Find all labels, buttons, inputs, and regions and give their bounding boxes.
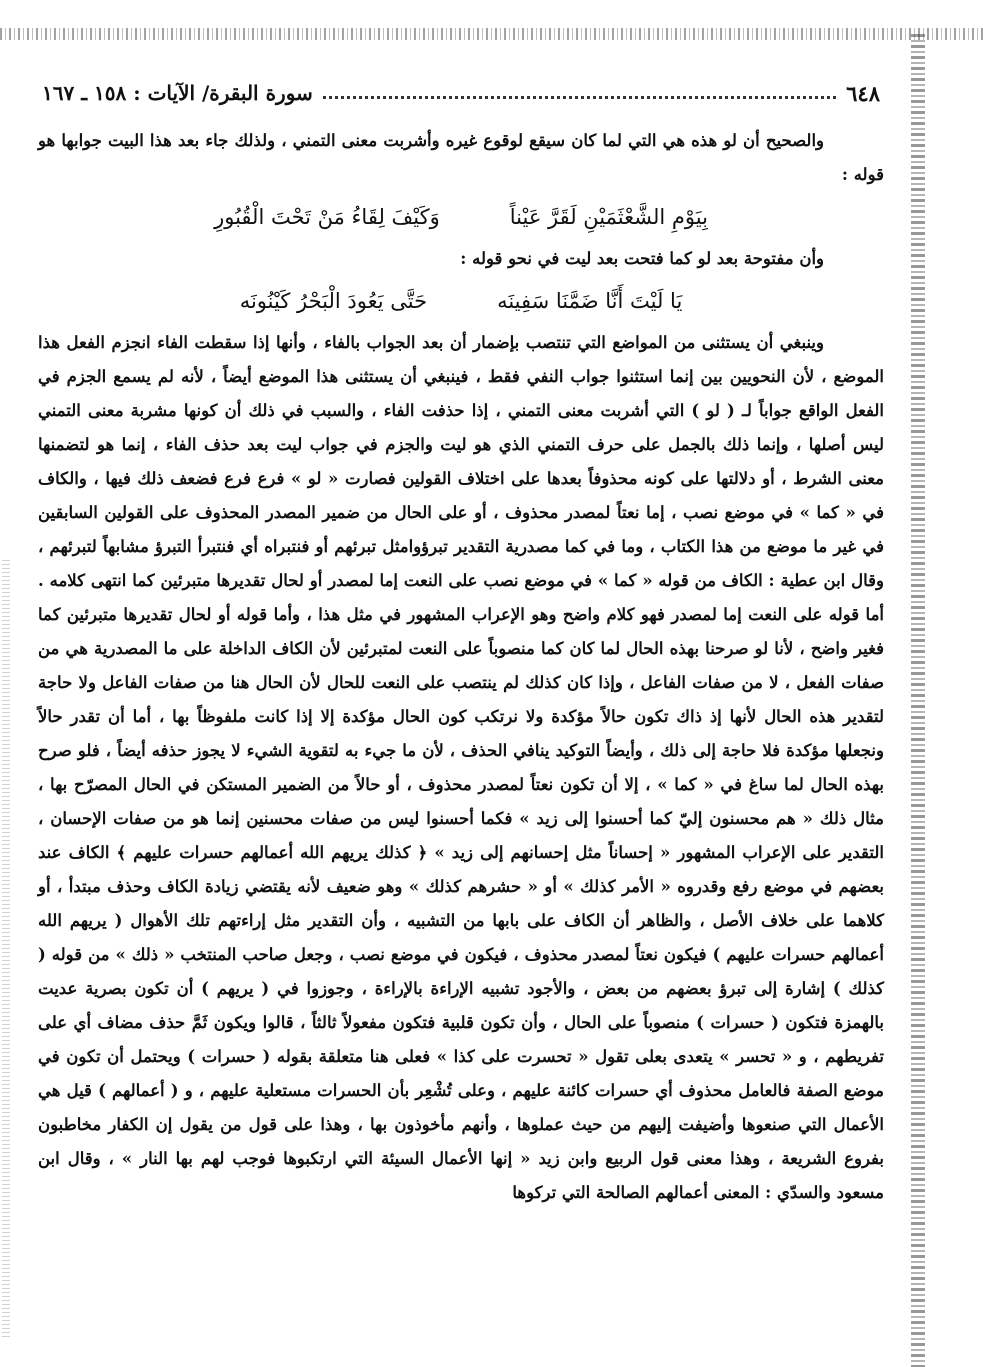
paragraph-main: وينبغي أن يستثنى من المواضع التي تنتصب بإضمار أن بعد الجواب بالفاء ، وأنها إذا سقطت الفاء انجزم الفعل هذا الموضع ، لأن النحويين بين إنما استثنوا جواب النفي فقط ، فينبغي أن يستثنى هذا الموضع أيضاً ، لأنه لم يسمع الجزم في الفعل الواقع جواباً لـ ( لو ) التي أشربت معنى التمني ، إذا حذفت الفاء ، والسبب في ذلك أن كونها مشربة معنى التمني ليس أصلها ، وإنما ذلك بالجمل على حرف التمني الذي هو ليت والجزم في جواب ليت بعد حذف الفاء ، إنما هو لتضمنها معنى الشرط ، أو دلالتها على كونه محذوفاً بعدها على اختلاف القولين فصارت « لو » فرع فرع فضعف ذلك فيها ، والكاف في « كما » في موضع نصب ، إما نعتاً لمصدر محذوف ، أو على الحال من ضمير المصدر المحذوف على القولين السابقين في غير ما موضع من هذا الكتاب ، وما في كما مصدرية التقدير تبرؤوامثل تبرئهم أو فنتبراه أي فنتبرأ التبرؤ مشابهاً لتبرئهم ، وقال ابن عطية : الكاف من قوله « كما » في موضع نصب على النعت إما لمصدر أو لحال تقديرها متبرئين كما انتهى كلامه . أما قوله على النعت إما لمصدر فهو كلام واضح وهو الإعراب المشهور في مثل هذا ، وأما قوله أو لحال تقديرها متبرئين كما فغير واضح ، لأنا لو صرحنا بهذه الحال لما كان كما منصوباً على النعت لمتبرئين لأن الكاف الداخلة على ما المصدرية هي من صفات الفعل ، لا من صفات الفاعل ، وإذا كان كذلك لم ينتصب على النعت للحال لأن الحال هنا من صفات الفاعل ولا حاجة لتقدير هذه الحال لأنها إذ ذاك تكون حالاً مؤكدة ولا نرتكب كون الحال مؤكدة إلا إذا كانت ملفوظاً بها ، أما أن تقدر حالاً ونجعلها مؤكدة فلا حاجة إلى ذلك ، وأيضاً التوكيد ينافي الحذف ، لأن ما جيء به لتقوية الشيء لا يجوز حذفه أيضاً ، فلو صرح بهذه الحال لما ساغ في « كما » ، إلا أن تكون نعتاً لمصدر محذوف ، أو حالاً من الضمير المستكن في الحال المصرّح بها ، مثال ذلك « هم محسنون إليّ كما أحسنوا إلى زيد » فكما أحسنوا ليس من صفات محسنين إنما هو من صفات الإحسان ، التقدير على الإعراب المشهور « إحساناً مثل إحسانهم إلى زيد » ﴿ كذلك يريهم الله أعمالهم حسرات عليهم ﴾ الكاف عند بعضهم في موضع رفع وقدروه « الأمر كذلك » أو « حشرهم كذلك » وهو ضعيف لأنه يقتضي زيادة الكاف وحذف مبتدأ ، أو كلاهما على خلاف الأصل ، والظاهر أن الكاف على بابها من التشبيه ، وأن التقدير مثل إراءتهم تلك الأهوال ( يريهم الله أعمالهم حسرات عليهم ) فيكون نعتاً لمصدر محذوف ، فيكون في موضع نصب ، وجعل صاحب المنتخب « ذلك » من قوله ( كذلك ) إشارة إلى تبرؤ بعضهم من بعض ، والأجود تشبيه الإراءة بالإراءة ، وجوزوا في ( يريهم ) أن تكون بصرية عديت بالهمزة فتكون ( حسرات ) منصوباً على الحال ، وأن تكون قلبية فتكون مفعولاً ثالثاً ، قالوا ويكون ثَمَّ حذف مضاف أي على تفريطهم ، و « تحسر » يتعدى بعلى تقول « تحسرت على كذا » فعلى هنا متعلقة بقوله ( حسرات ) ويحتمل أن تكون في موضع الصفة فالعامل محذوف أي حسرات كائنة عليهم ، وعلى تُشْعِر بأن الحسرات مستعلية عليهم ، و ( أعمالهم ) قيل هي الأعمال التي صنعوها وأضيفت إليهم من حيث عملوها ، وأنهم مأخوذون بها ، وهذا على قول من يقول إن الكفار مخاطبون بفروع الشريعة ، وهذا معنى قول الربيع وابن زيد « إنها الأعمال السيئة التي ارتكبوها فوجب لهم بها النار » ، وقال ابن مسعود والسدّي : المعنى أعمالهم الصالحة التي تركوها bbox=[38, 333, 884, 1202]
header-dots bbox=[323, 96, 836, 99]
scan-edge-left bbox=[2, 560, 10, 1340]
poem-verse-2 bbox=[38, 276, 884, 326]
poem-verse-2-first-hemistich: يَا لَيْتَ أَنَّا ضَمَّنَا سَفِينَه bbox=[497, 289, 683, 313]
ornamental-right-border bbox=[911, 34, 925, 1367]
surah-title: سورة البقرة/ الآيات : ١٥٨ ـ ١٦٧ bbox=[42, 81, 313, 105]
paragraph-intro: والصحيح أن لو هذه هي التي لما كان سيقع لوقوع غيره وأشربت معنى التمني ، ولذلك جاء بعد هذا البيت جوابها هو قوله : bbox=[38, 131, 884, 184]
paragraph-an-maftuha: وأن مفتوحة بعد لو كما فتحت بعد ليت في نحو قوله : bbox=[460, 249, 824, 268]
page-body bbox=[38, 124, 884, 1210]
page-number: ٦٤٨ bbox=[846, 80, 880, 106]
ornamental-top-border bbox=[0, 28, 983, 40]
poem-verse-1-second-hemistich: وَكَيْفَ لِقَاءُ مَنْ تَحْتَ الْقُبُورِ bbox=[214, 205, 440, 229]
poem-verse-2-second-hemistich: حَتَّى يَعُودَ الْبَحْرُ كَيْنُونَه bbox=[239, 289, 428, 313]
poem-verse-1-first-hemistich: بِيَوْمِ الشَّعْثَمَيْنِ لَقَرَّ عَيْناً bbox=[509, 205, 708, 229]
page-header bbox=[42, 76, 880, 110]
poem-verse-1 bbox=[38, 192, 884, 242]
